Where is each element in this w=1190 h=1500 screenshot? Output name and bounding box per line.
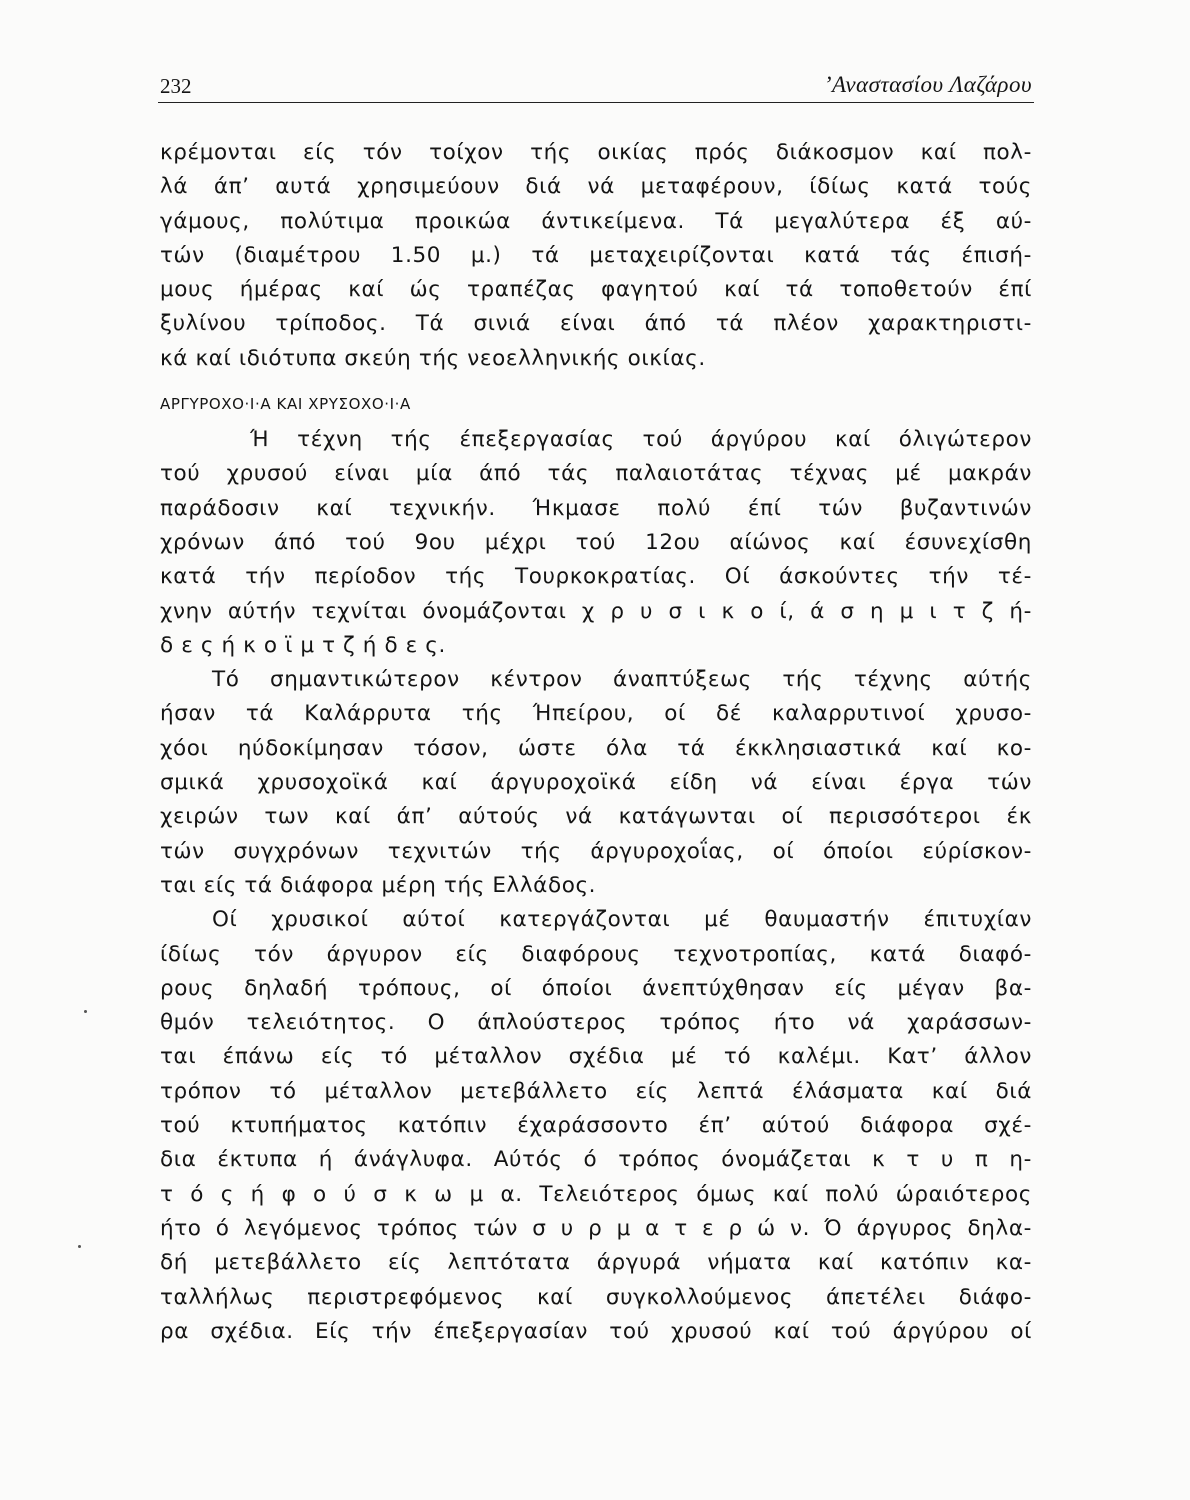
section-heading: ΑΡΓΥΡΟΧΟ·Ι·Α ΚΑΙ ΧΡΥΣΟΧΟ·Ι·Α <box>160 395 411 414</box>
text-line: ρα σχέδια. Είς τήν έπεξεργασίαν τού χρυσού καί τού άργύρου οί <box>160 1318 1032 1344</box>
paragraph-1 <box>160 136 1032 376</box>
text-line: δια έκτυπα ή άνάγλυφα. Αύτός ό τρόπος όνομάζεται κ τ υ π η- <box>160 1147 1032 1173</box>
text-line: μους ήμέρας καί ώς τραπέζας φαγητού καί τά τοποθετούν έπί <box>160 277 1032 303</box>
paragraph-2 <box>160 423 1032 663</box>
text-line: γάμους, πολύτιμα προικώα άντικείμενα. Τά μεγαλύτερα έξ αύ- <box>160 208 1032 234</box>
text-line: κρέμονται είς τόν τοίχον τής οικίας πρός διάκοσμον καί πολ- <box>160 140 1032 165</box>
text-line: Οί χρυσικοί αύτοί κατεργάζονται μέ θαυμαστήν έπιτυχίαν <box>212 907 1032 933</box>
page-number: 232 <box>160 74 192 98</box>
text-line: τών συγχρόνων τεχνιτών τής άργυροχοΐας, οί όποίοι εύρίσκον- <box>160 838 1032 864</box>
text-line: χνην αύτήν τεχνίται όνομάζονται χ ρ υ σ ι κ ο ί, ά σ η μ ι τ ζ ή- <box>160 598 1032 624</box>
text-line: κά καί ιδιότυπα σκεύη τής νεοελληνικής οικίας. <box>160 345 706 371</box>
text-line: χειρών των καί άπ’ αύτούς νά κατάγωνται οί περισσότεροι έκ <box>160 804 1032 830</box>
header-rule <box>158 102 1034 103</box>
text-line: δή μετεβάλλετο είς λεπτότατα άργυρά νήματα καί κατόπιν κα- <box>160 1250 1032 1276</box>
text-line: σμικά χρυσοχοϊκά καί άργυροχοϊκά είδη νά είναι έργα τών <box>160 770 1032 796</box>
text-line: ταλλήλως περιστρεφόμενος καί συγκολλούμενος άπετέλει διάφο- <box>160 1284 1032 1310</box>
scan-speck <box>78 1245 81 1248</box>
text-line: θμόν τελειότητος. Ο άπλούστερος τρόπος ήτο νά χαράσσων- <box>160 1010 1032 1036</box>
text-line: παράδοσιν καί τεχνικήν. Ήκμασε πολύ έπί τών βυζαντινών <box>160 495 1032 521</box>
text-line: ξυλίνου τρίποδος. Τά σινιά είναι άπό τά πλέον χαρακτηριστι- <box>160 311 1032 337</box>
text-line: ται είς τά διάφορα μέρη τής Ελλάδος. <box>160 872 597 898</box>
text-line: ήσαν τά Καλάρρυτα τής Ήπείρου, οί δέ καλαρρυτινοί χρυσο- <box>160 701 1032 727</box>
text-line: κατά τήν περίοδον τής Τουρκοκρατίας. Οί άσκούντες τήν τέ- <box>160 564 1032 590</box>
paragraph-4 <box>160 903 1032 1349</box>
text-line: χρόνων άπό τού 9ου μέχρι τού 12ου αίώνος καί έσυνεχίσθη <box>160 529 1032 555</box>
text-line: τού χρυσού είναι μία άπό τάς παλαιοτάτας τέχνας μέ μακράν <box>160 461 1032 487</box>
text-line: τρόπον τό μέταλλον μετεβάλλετο είς λεπτά έλάσματα καί διά <box>160 1078 1032 1104</box>
text-line: ται έπάνω είς τό μέταλλον σχέδια μέ τό καλέμι. Κατ’ άλλον <box>160 1044 1032 1070</box>
text-line: ρους δηλαδή τρόπους, οί όποίοι άνεπτύχθησαν είς μέγαν βα- <box>160 975 1032 1001</box>
body-text <box>160 136 1032 1349</box>
text-line: χόοι ηύδοκίμησαν τόσον, ώστε όλα τά έκκλησιαστικά καί κο- <box>160 735 1032 761</box>
scan-speck <box>84 1010 87 1013</box>
text-line: Ή τέχνη τής έπεξεργασίας τού άργύρου καί όλιγώτερον <box>250 427 1032 453</box>
text-line: λά άπ’ αυτά χρησιμεύουν διά νά μεταφέρουν, ίδίως κατά τούς <box>160 174 1032 200</box>
text-line: ίδίως τόν άργυρον είς διαφόρους τεχνοτροπίας, κατά διαφό- <box>160 941 1032 967</box>
text-line: τ ό ς ή φ ο ύ σ κ ω μ α. Τελειότερος όμως καί πολύ ώραιότερος <box>160 1181 1032 1207</box>
text-line: Τό σημαντικώτερον κέντρον άναπτύξεως τής τέχνης αύτής <box>212 667 1032 693</box>
text-line: τού κτυπήματος κατόπιν έχαράσσοντο έπ’ αύτού διάφορα σχέ- <box>160 1113 1032 1139</box>
text-line: ήτο ό λεγόμενος τρόπος τών σ υ ρ μ α τ ε ρ ώ ν. Ό άργυρος δηλα- <box>160 1215 1032 1241</box>
paragraph-3 <box>160 663 1032 903</box>
text-line: τών (διαμέτρου 1.50 μ.) τά μεταχειρίζονται κατά τάς έπισή- <box>160 242 1032 268</box>
text-line: δ ε ς ή κ ο ϊ μ τ ζ ή δ ε ς. <box>160 632 446 658</box>
running-title: ’Αναστασίου Λαζάρου <box>823 72 1032 97</box>
